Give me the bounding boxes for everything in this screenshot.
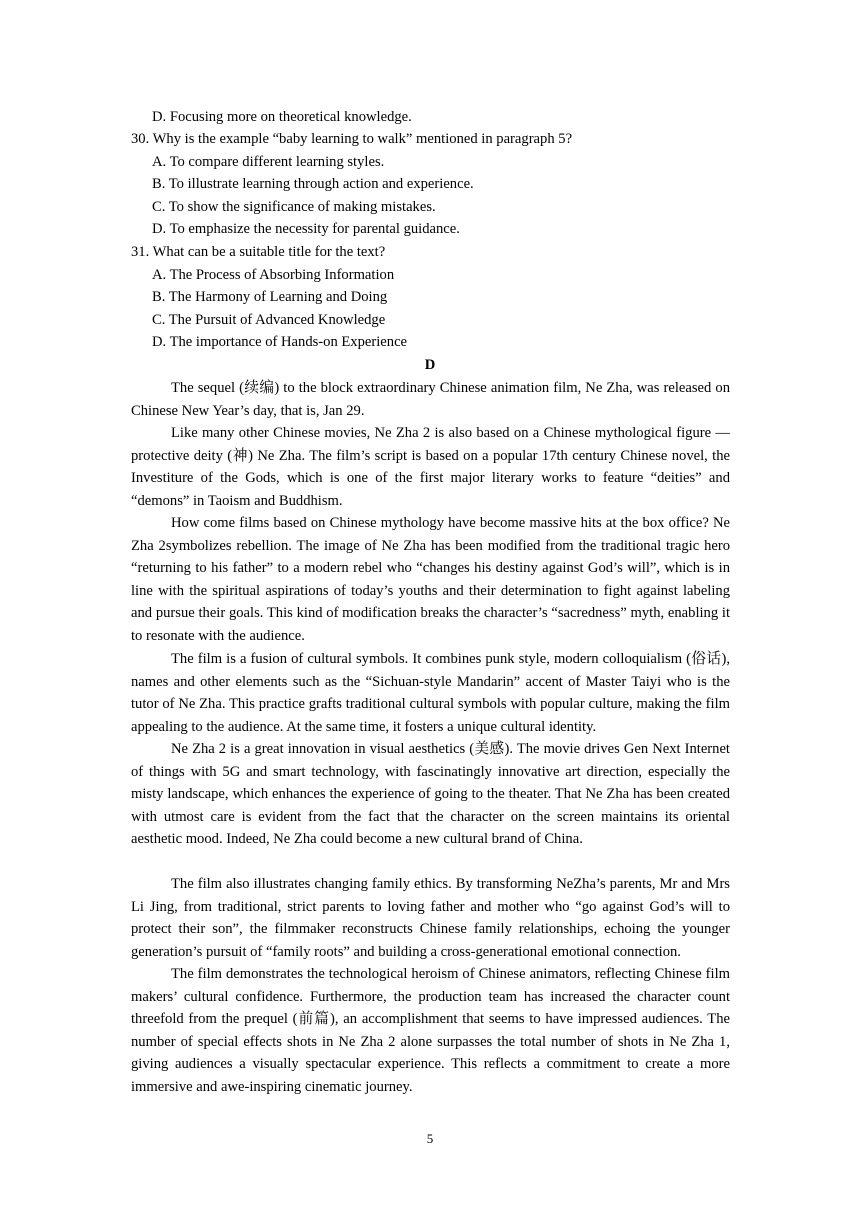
q30-option-b: B. To illustrate learning through action and experience. (152, 176, 474, 192)
paragraph-sequel: The sequel (续编) to the block extraordinary Chinese animation film, Ne Zha, was released on Chinese New Year’s day, that is, Jan 29. (131, 380, 730, 419)
q30-option-a: A. To compare different learning styles. (152, 154, 385, 170)
q31-option-c: C. The Pursuit of Advanced Knowledge (152, 312, 386, 328)
q30-option-d: D. To emphasize the necessity for parental guidance. (152, 221, 460, 237)
q31-option-a: A. The Process of Absorbing Information (152, 267, 395, 283)
q31-option-d: D. The importance of Hands-on Experience (152, 334, 408, 350)
q31-option-b: B. The Harmony of Learning and Doing (152, 289, 388, 305)
page-number: 5 (426, 1131, 434, 1146)
q30-question: 30. Why is the example “baby learning to walk” mentioned in paragraph 5? (131, 131, 573, 147)
q31-question: 31. What can be a suitable title for the text? (131, 244, 386, 260)
q30-option-c: C. To show the significance of making mistakes. (152, 199, 436, 215)
section-heading: D (424, 357, 436, 373)
paragraph-cultural-symbols: The film is a fusion of cultural symbols. It combines punk style, modern colloquialism (俗话), names and other elements such as the “Sichuan-style Mandarin” accent of Master Taiyi who is the tutor of Ne Zha. This practice grafts traditional cultural symbols with popular culture, making the film appealing to the audience. At the same time, it fosters a unique cultural identity. (131, 651, 730, 735)
q29-option-d: D. Focusing more on theoretical knowledge. (152, 109, 412, 125)
paragraph-technology: The film demonstrates the technological heroism of Chinese animators, reflecting Chinese film makers’ cultural confidence. Furthermore, the production team has increased the character count threefold from the prequel (前篇), an accomplishment that seems to have impressed audiences. The number of special effects shots in Ne Zha 2 alone surpasses the total number of shots in Ne Zha 1, giving audiences a visually spectacular experience. This reflects a commitment to create a more immersive and awe-inspiring cinematic journey. (131, 966, 730, 1095)
paragraph-rebellion: How come films based on Chinese mythology have become massive hits at the box office? Ne Zha 2symbolizes rebellion. The image of Ne Zha has been modified from the traditional tragic hero “returning to his father” to a modern rebel who “changes his destiny against God’s will”, which is in line with the spiritual aspirations of today’s youths and their determination to fight against labeling and pursue their goals. This kind of modification breaks the character’s “sacredness” myth, enabling it to resonate with the audience. (131, 515, 730, 644)
paragraph-family-ethics: The film also illustrates changing family ethics. By transforming NeZha’s parents, Mr and Mrs Li Jing, from traditional, strict parents to loving father and mother who “go against God’s will to protect their son”, the filmmaker reconstructs Chinese family relationships, echoing the younger generation’s pursuit of “family roots” and building a cross-generational emotional connection. (131, 876, 730, 960)
paragraph-mythology: Like many other Chinese movies, Ne Zha 2 is also based on a Chinese mythological figure — protective deity (神) Ne Zha. The film’s script is based on a popular 17th century Chinese novel, the Investiture of the Gods, which is one of the first major literary works to feature “deities” and “demons” in Taoism and Buddhism. (131, 425, 730, 509)
paragraph-visual-aesthetics: Ne Zha 2 is a great innovation in visual aesthetics (美感). The movie drives Gen Next Internet of things with 5G and smart technology, with fascinatingly innovative art direction, especially the misty landscape, which enhances the experience of going to the theater. That Ne Zha has been created with utmost care is evident from the fact that the character on the screen maintains its oriental aesthetic mood. Indeed, Ne Zha could become a new cultural brand of China. (131, 741, 730, 848)
